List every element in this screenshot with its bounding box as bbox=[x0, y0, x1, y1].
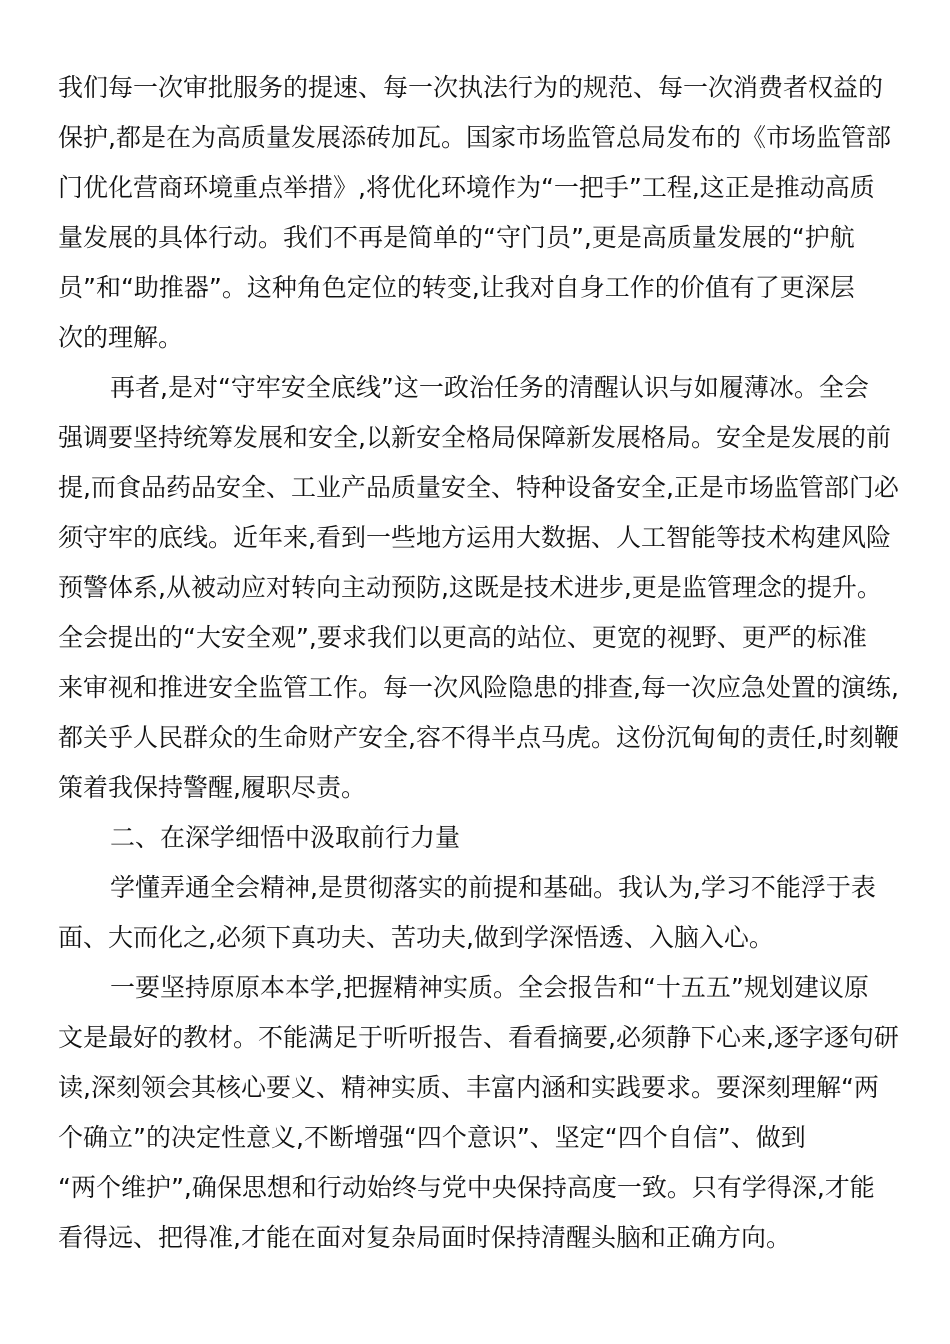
text-line: 须守牢的底线。近年来,看到一些地方运用大数据、人工智能等技术构建风险 bbox=[58, 523, 891, 552]
text-line: 门优化营商环境重点举措》,将优化环境作为“一把手”工程,这正是推动高质 bbox=[58, 173, 875, 202]
text-line: 都关乎人民群众的生命财产安全,容不得半点马虎。这份沉甸甸的责任,时刻鞭 bbox=[58, 723, 899, 752]
section-heading: 二、在深学细悟中汲取前行力量 bbox=[110, 823, 461, 852]
text-line: 预警体系,从被动应对转向主动预防,这既是技术进步,更是监管理念的提升。 bbox=[58, 573, 882, 602]
paragraph-start-line: 再者,是对“守牢安全底线”这一政治任务的清醒认识与如履薄冰。全会 bbox=[110, 373, 869, 402]
text-line: 读,深刻领会其核心要义、精神实质、丰富内涵和实践要求。要深刻理解“两 bbox=[58, 1073, 879, 1102]
text-line: 提,而食品药品安全、工业产品质量安全、特种设备安全,正是市场监管部门必 bbox=[58, 473, 899, 502]
text-line: “两个维护”,确保思想和行动始终与党中央保持高度一致。只有学得深,才能 bbox=[58, 1173, 875, 1202]
text-line: 文是最好的教材。不能满足于听听报告、看看摘要,必须静下心来,逐字逐句研 bbox=[58, 1023, 899, 1052]
paragraph-start-line: 一要坚持原原本本学,把握精神实质。全会报告和“十五五”规划建议原 bbox=[110, 973, 869, 1002]
text-line: 量发展的具体行动。我们不再是简单的“守门员”,更是高质量发展的“护航 bbox=[58, 223, 855, 252]
text-line: 个确立”的决定性意义,不断增强“四个意识”、坚定“四个自信”、做到 bbox=[58, 1123, 806, 1152]
text-line: 来审视和推进安全监管工作。每一次风险隐患的排查,每一次应急处置的演练, bbox=[58, 673, 899, 702]
text-line: 全会提出的“大安全观”,要求我们以更高的站位、更宽的视野、更严的标准 bbox=[58, 623, 867, 652]
text-line: 强调要坚持统筹发展和安全,以新安全格局保障新发展格局。安全是发展的前 bbox=[58, 423, 891, 452]
text-line: 策着我保持警醒,履职尽责。 bbox=[58, 773, 366, 802]
document-page bbox=[58, 70, 898, 1270]
text-line: 面、大而化之,必须下真功夫、苦功夫,做到学深悟透、入脑入心。 bbox=[58, 923, 774, 952]
text-line: 我们每一次审批服务的提速、每一次执法行为的规范、每一次消费者权益的 bbox=[58, 73, 884, 102]
paragraph-start-line: 学懂弄通全会精神,是贯彻落实的前提和基础。我认为,学习不能浮于表 bbox=[110, 873, 876, 902]
text-line: 员”和“助推器”。这种角色定位的转变,让我对自身工作的价值有了更深层 bbox=[58, 273, 855, 302]
text-line: 保护,都是在为高质量发展添砖加瓦。国家市场监管总局发布的《市场监管部 bbox=[58, 123, 891, 152]
text-line: 次的理解。 bbox=[58, 323, 184, 352]
text-line: 看得远、把得准,才能在面对复杂局面时保持清醒头脑和正确方向。 bbox=[58, 1223, 791, 1252]
